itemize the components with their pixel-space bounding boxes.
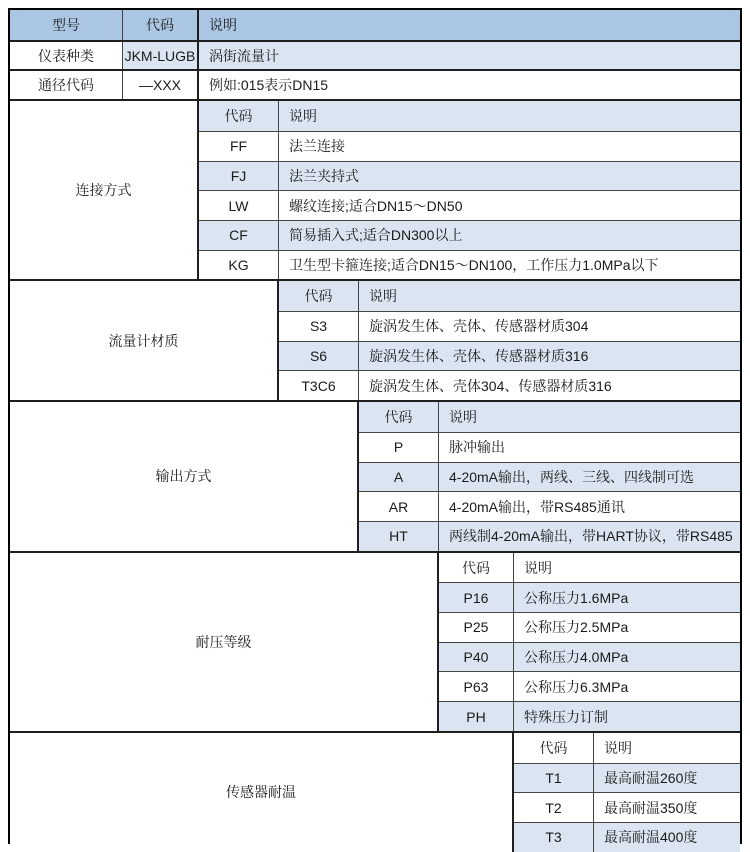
sub-table-header-row (279, 281, 740, 311)
section-pressure-rating (10, 551, 740, 731)
table-row (359, 432, 740, 462)
table-header-row (10, 10, 740, 40)
table-row (439, 582, 740, 612)
sub-table-sensor-temperature (512, 733, 740, 852)
sub-table-header-row (514, 733, 740, 763)
section-label: 输出方式 (10, 402, 357, 551)
description-cell: 螺纹连接;适合DN15～DN50 (279, 191, 740, 220)
code-cell: T1 (514, 764, 594, 793)
section-output-mode (10, 400, 740, 551)
table-row (514, 822, 740, 852)
description-cell: 旋涡发生体、壳体304、传感器材质316 (359, 371, 740, 400)
description-cell: 公称压力4.0MPa (514, 643, 740, 672)
header-code-cell: 代码 (122, 10, 197, 40)
table-row (279, 370, 740, 400)
table-row-instrument-type (10, 40, 740, 70)
header-description-cell: 说明 (197, 10, 740, 40)
section-label: 传感器耐温 (10, 733, 512, 852)
description-header-cell: 说明 (594, 733, 740, 763)
description-cell: 例如:015表示DN15 (197, 71, 740, 99)
description-cell: 涡街流量计 (197, 42, 740, 70)
row-label-cell: 仪表种类 (10, 42, 122, 70)
code-cell: P (359, 433, 439, 462)
table-row (199, 220, 740, 250)
table-row (439, 642, 740, 672)
table-row-diameter-code (10, 69, 740, 99)
code-cell: CF (199, 221, 279, 250)
code-cell: A (359, 463, 439, 492)
code-cell: S6 (279, 342, 359, 371)
section-flowmeter-material (10, 279, 740, 400)
table-row (359, 521, 740, 551)
section-sensor-temperature (10, 731, 740, 852)
section-connection-type (10, 99, 740, 279)
table-row (439, 612, 740, 642)
code-cell: LW (199, 191, 279, 220)
code-cell: FF (199, 132, 279, 161)
sub-table-header-row (199, 101, 740, 131)
code-cell: T2 (514, 793, 594, 822)
code-cell: T3C6 (279, 371, 359, 400)
description-cell: 旋涡发生体、壳体、传感器材质316 (359, 342, 740, 371)
code-cell: HT (359, 522, 439, 551)
code-cell: PH (439, 702, 514, 731)
section-label: 流量计材质 (10, 281, 277, 400)
table-row (514, 792, 740, 822)
code-cell: P63 (439, 672, 514, 701)
description-cell: 两线制4-20mA输出，带HART协议，带RS485 (439, 522, 740, 551)
description-cell: 4-20mA输出，带RS485通讯 (439, 492, 740, 521)
description-cell: 4-20mA输出，两线、三线、四线制可选 (439, 463, 740, 492)
table-row (514, 763, 740, 793)
table-row (439, 671, 740, 701)
table-row (199, 131, 740, 161)
sub-table-output-mode (357, 402, 740, 551)
code-cell: P40 (439, 643, 514, 672)
code-header-cell: 代码 (199, 101, 279, 131)
table-row (359, 491, 740, 521)
description-cell: 简易插入式;适合DN300以上 (279, 221, 740, 250)
code-cell: S3 (279, 312, 359, 341)
table-row (199, 190, 740, 220)
code-cell: KG (199, 251, 279, 280)
table-row (359, 462, 740, 492)
code-cell: T3 (514, 823, 594, 852)
description-cell: 特殊压力订制 (514, 702, 740, 731)
description-cell: 公称压力6.3MPa (514, 672, 740, 701)
code-header-cell: 代码 (439, 553, 514, 583)
description-cell: 公称压力1.6MPa (514, 583, 740, 612)
model-spec-table (8, 8, 742, 844)
description-cell: 最高耐温400度 (594, 823, 740, 852)
code-cell: P25 (439, 613, 514, 642)
section-label: 耐压等级 (10, 553, 437, 731)
code-header-cell: 代码 (279, 281, 359, 311)
sub-table-header-row (359, 402, 740, 432)
section-label: 连接方式 (10, 101, 197, 279)
table-row (199, 250, 740, 280)
description-cell: 旋涡发生体、壳体、传感器材质304 (359, 312, 740, 341)
table-row (279, 311, 740, 341)
code-cell: FJ (199, 162, 279, 191)
description-header-cell: 说明 (439, 402, 740, 432)
description-cell: 法兰夹持式 (279, 162, 740, 191)
table-row (199, 161, 740, 191)
sub-table-header-row (439, 553, 740, 583)
description-header-cell: 说明 (279, 101, 740, 131)
code-cell: AR (359, 492, 439, 521)
description-cell: 脉冲输出 (439, 433, 740, 462)
description-cell: 最高耐温260度 (594, 764, 740, 793)
code-cell: JKM-LUGB (122, 42, 197, 70)
code-cell: P16 (439, 583, 514, 612)
header-model-cell: 型号 (10, 10, 122, 40)
description-header-cell: 说明 (514, 553, 740, 583)
table-row (279, 341, 740, 371)
code-header-cell: 代码 (359, 402, 439, 432)
row-label-cell: 通径代码 (10, 71, 122, 99)
description-cell: 法兰连接 (279, 132, 740, 161)
sub-table-pressure-rating (437, 553, 740, 731)
description-header-cell: 说明 (359, 281, 740, 311)
table-row (439, 701, 740, 731)
description-cell: 最高耐温350度 (594, 793, 740, 822)
code-header-cell: 代码 (514, 733, 594, 763)
description-cell: 公称压力2.5MPa (514, 613, 740, 642)
sub-table-connection-type (197, 101, 740, 279)
code-cell: —XXX (122, 71, 197, 99)
description-cell: 卫生型卡箍连接;适合DN15～DN100，工作压力1.0MPa以下 (279, 251, 740, 280)
sub-table-flowmeter-material (277, 281, 740, 400)
